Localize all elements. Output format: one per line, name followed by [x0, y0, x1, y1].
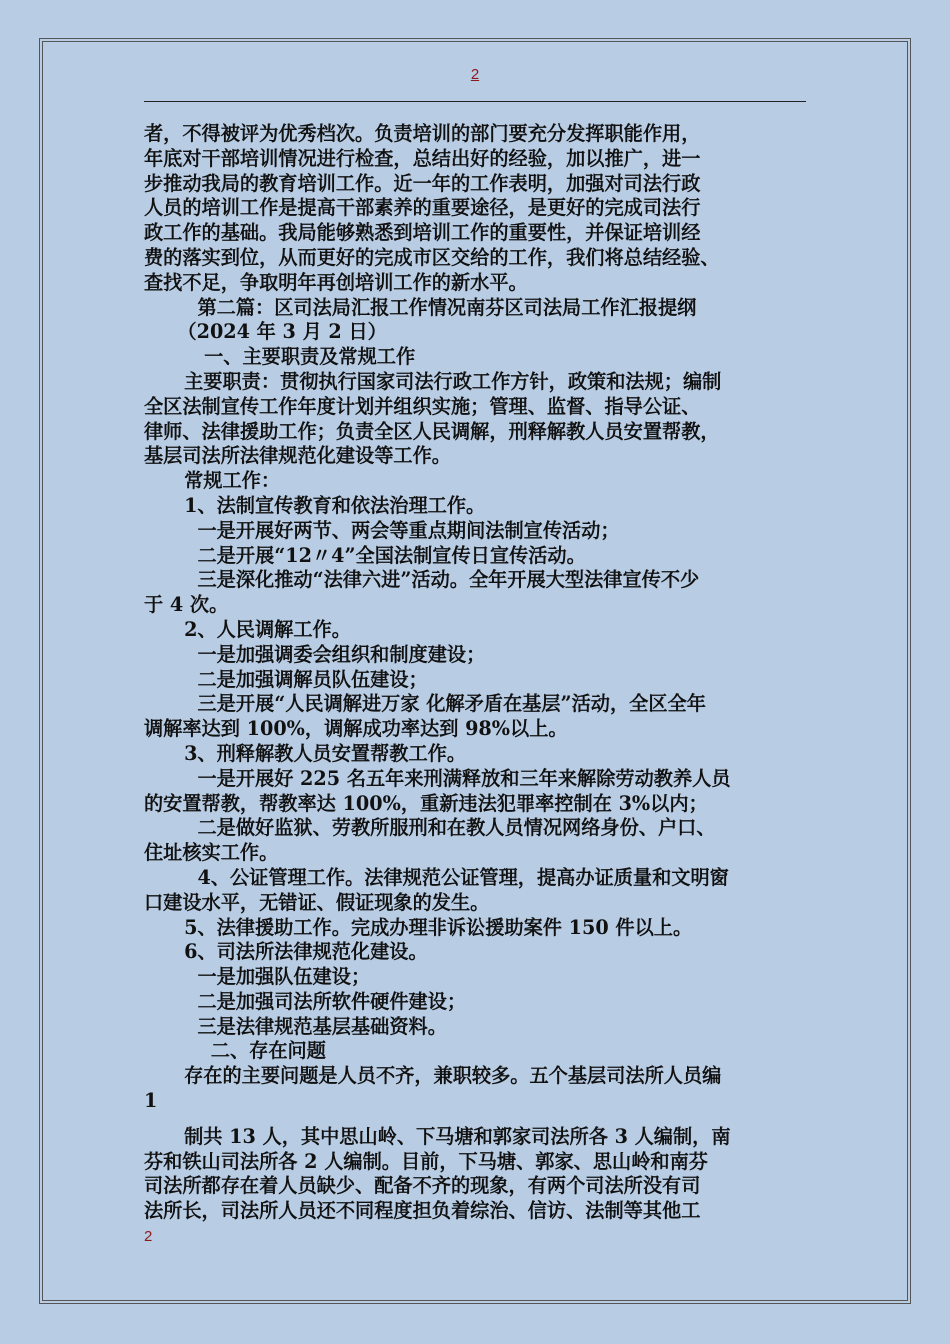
text-line: 一是加强调委会组织和制度建设；	[144, 642, 486, 666]
text-line: 三是法律规范基层基础资料。	[144, 1014, 447, 1038]
text-line: 一、主要职责及常规工作	[144, 345, 416, 369]
footer-page-number: 2	[144, 1228, 153, 1245]
text-line: 口建设水平，无错证、假证现象的发生。	[144, 890, 490, 914]
text-line: 4、公证管理工作。法律规范公证管理，提高办证质量和文明窗	[144, 865, 729, 889]
document-body	[144, 122, 814, 1224]
text-line: 3、刑释解教人员安置帮教工作。	[144, 741, 467, 765]
header-rule	[144, 101, 806, 102]
text-line: 住址核实工作。	[144, 841, 279, 865]
text-line: 二是加强司法所软件硬件建设；	[144, 989, 467, 1013]
text-line: 主要职责：贯彻执行国家司法行政工作方针，政策和法规；编制	[144, 369, 722, 393]
text-line: （2024 年 3 月 2 日）	[144, 320, 387, 344]
text-line: 一是开展好两节、两会等重点期间法制宣传活动；	[144, 518, 620, 542]
text-line: 法所长，司法所人员还不同程度担负着综治、信访、法制等其他工	[144, 1199, 701, 1223]
text-line: 于 4 次。	[144, 593, 229, 617]
text-line: 费的落实到位，从而更好的完成市区交给的工作，我们将总结经验、	[144, 245, 720, 269]
text-line: 常规工作：	[144, 469, 281, 493]
text-line: 查找不足，争取明年再创培训工作的新水平。	[144, 270, 528, 294]
text-line: 6、司法所法律规范化建设。	[144, 940, 428, 964]
header-page-number	[0, 66, 950, 83]
text-line: 存在的主要问题是人员不齐，兼职较多。五个基层司法所人员编	[144, 1064, 722, 1088]
text-line: 司法所都存在着人员缺少、配备不齐的现象，有两个司法所没有司	[144, 1174, 701, 1198]
text-line: 制共 13 人，其中思山岭、下马塘和郭家司法所各 3 人编制，南	[144, 1124, 731, 1148]
text-line: 二是加强调解员队伍建设；	[144, 667, 428, 691]
text-line: 2、人民调解工作。	[144, 617, 351, 641]
text-line: 二是开展“12〃4”全国法制宣传日宣传活动。	[144, 543, 586, 567]
text-line: 基层司法所法律规范化建设等工作。	[144, 444, 451, 468]
text-line: 者，不得被评为优秀档次。负责培训的部门要充分发挥职能作用，	[144, 122, 701, 145]
text-line: 1、法制宣传教育和依法治理工作。	[144, 493, 486, 517]
text-line: 三是深化推动“法律六进”活动。全年开展大型法律宣传不少	[144, 568, 700, 592]
text-line: 全区法制宣传工作年度计划并组织实施；管理、监督、指导公证、	[144, 394, 701, 418]
text-line: 二是做好监狱、劳教所服刑和在教人员情况网络身份、户口、	[144, 816, 716, 840]
header-page-number-text: 2	[470, 66, 480, 83]
text-line: 一是开展好 225 名五年来刑满释放和三年来解除劳动教养人员	[144, 766, 731, 790]
text-line: 一是加强队伍建设；	[144, 965, 371, 989]
text-line: 芬和铁山司法所各 2 人编制。目前，下马塘、郭家、思山岭和南芬	[144, 1149, 708, 1173]
text-line: 人员的培训工作是提高干部素养的重要途径，是更好的完成司法行	[144, 196, 701, 220]
text-line: 二、存在问题	[144, 1039, 326, 1063]
text-line: 第二篇：区司法局汇报工作情况南芬区司法局工作汇报提纲	[144, 295, 697, 319]
text-line: 5、法律援助工作。完成办理非诉讼援助案件 150 件以上。	[144, 915, 693, 939]
text-line: 1	[144, 1089, 158, 1113]
text-line: 律师、法律援助工作；负责全区人民调解，刑释解教人员安置帮教，	[144, 419, 720, 443]
text-line: 调解率达到 100%，调解成功率达到 98%以上。	[144, 717, 568, 741]
text-line: 步推动我局的教育培训工作。近一年的工作表明，加强对司法行政	[144, 171, 701, 195]
text-line: 的安置帮教，帮教率达 100%，重新违法犯罪率控制在 3%以内；	[144, 791, 708, 815]
text-line: 年底对干部培训情况进行检查，总结出好的经验，加以推广，进一	[144, 146, 701, 170]
text-line: 政工作的基础。我局能够熟悉到培训工作的重要性，并保证培训经	[144, 221, 701, 245]
text-line: 三是开展“人民调解进万家 化解矛盾在基层”活动，全区全年	[144, 692, 706, 716]
